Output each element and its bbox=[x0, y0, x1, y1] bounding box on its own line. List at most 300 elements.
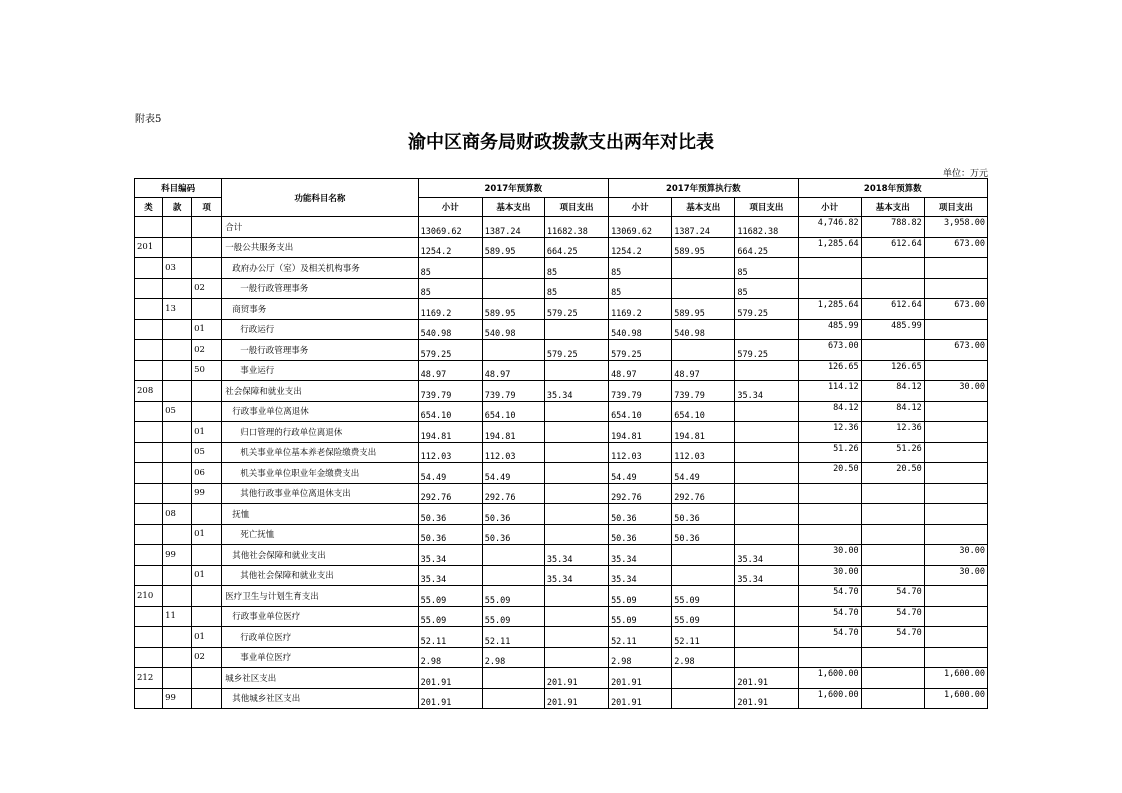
budget-2018-subtotal-cell: 485.99 bbox=[798, 319, 861, 340]
lei-cell bbox=[135, 299, 163, 320]
exec-2017-subtotal-cell: 50.36 bbox=[609, 504, 672, 525]
xiang-cell: 05 bbox=[192, 442, 222, 463]
budget-2017-basic-cell: 55.09 bbox=[482, 606, 544, 627]
budget-2017-subtotal-cell: 201.91 bbox=[418, 688, 482, 709]
budget-2018-basic-cell: 12.36 bbox=[861, 422, 924, 443]
budget-2017-project-cell bbox=[544, 627, 608, 648]
budget-2018-basic-cell: 54.70 bbox=[861, 606, 924, 627]
kuan-cell bbox=[163, 483, 192, 504]
budget-2017-subtotal-cell: 35.34 bbox=[418, 545, 482, 566]
func-name-cell: 一般行政管理事务 bbox=[222, 278, 418, 299]
budget-2017-project-cell bbox=[544, 463, 608, 484]
func-name-cell: 机关事业单位基本养老保险缴费支出 bbox=[222, 442, 418, 463]
exec-2017-project-cell: 11682.38 bbox=[735, 217, 798, 238]
budget-2017-header: 2017年预算数 bbox=[418, 179, 608, 198]
exec-2017-project-cell bbox=[735, 319, 798, 340]
budget-2018-subtotal-cell: 114.12 bbox=[798, 381, 861, 402]
budget-2017-basic-cell: 48.97 bbox=[482, 360, 544, 381]
exec-2017-subtotal-cell: 201.91 bbox=[609, 668, 672, 689]
exec-2017-basic-cell bbox=[672, 545, 735, 566]
budget-2017-subtotal-cell: 13069.62 bbox=[418, 217, 482, 238]
budget-2017-project-cell: 201.91 bbox=[544, 688, 608, 709]
budget-2018-basic-cell bbox=[861, 524, 924, 545]
kuan-cell bbox=[163, 360, 192, 381]
budget-2018-project-cell bbox=[924, 647, 987, 668]
exec-2017-project-cell bbox=[735, 627, 798, 648]
lei-cell: 212 bbox=[135, 668, 163, 689]
table-row bbox=[135, 504, 988, 525]
budget-2018-project-cell bbox=[924, 627, 987, 648]
budget-2017-project-cell: 85 bbox=[544, 258, 608, 279]
exec-2017-project-cell: 85 bbox=[735, 258, 798, 279]
budget-2017-project-cell: 35.34 bbox=[544, 565, 608, 586]
kuan-cell: 03 bbox=[163, 258, 192, 279]
exec-2017-basic-cell bbox=[672, 668, 735, 689]
exec-2017-basic-cell bbox=[672, 340, 735, 361]
budget-2017-basic-cell bbox=[482, 545, 544, 566]
budget-2018-project-cell: 673.00 bbox=[924, 237, 987, 258]
xiang-cell: 01 bbox=[192, 524, 222, 545]
table-row bbox=[135, 586, 988, 607]
budget-comparison-table bbox=[134, 178, 988, 709]
exec-2017-subtotal-cell: 112.03 bbox=[609, 442, 672, 463]
lei-header: 类 bbox=[135, 198, 163, 217]
lei-cell bbox=[135, 258, 163, 279]
budget-2017-basic-cell bbox=[482, 340, 544, 361]
budget-2017-project-cell: 664.25 bbox=[544, 237, 608, 258]
budget-2017-project-cell bbox=[544, 504, 608, 525]
budget-2017-subtotal-cell: 50.36 bbox=[418, 504, 482, 525]
budget-2017-basic-cell bbox=[482, 688, 544, 709]
exec-2017-basic-cell: 2.98 bbox=[672, 647, 735, 668]
budget-2018-project-cell: 30.00 bbox=[924, 545, 987, 566]
exec-2017-basic-cell: 589.95 bbox=[672, 237, 735, 258]
budget-2018-basic-cell bbox=[861, 647, 924, 668]
xiang-cell: 01 bbox=[192, 565, 222, 586]
budget-2017-basic-cell bbox=[482, 258, 544, 279]
func-name-cell: 一般公共服务支出 bbox=[222, 237, 418, 258]
exec-2017-project-cell: 201.91 bbox=[735, 688, 798, 709]
kuan-cell bbox=[163, 586, 192, 607]
func-name-cell: 行政单位医疗 bbox=[222, 627, 418, 648]
budget-2018-project-cell: 3,958.00 bbox=[924, 217, 987, 238]
budget-2018-subtotal-cell: 51.26 bbox=[798, 442, 861, 463]
table-body bbox=[135, 217, 988, 709]
budget-2018-basic-cell: 84.12 bbox=[861, 401, 924, 422]
budget-2017-subtotal-cell: 201.91 bbox=[418, 668, 482, 689]
header-row-1 bbox=[135, 179, 988, 198]
attachment-label: 附表5 bbox=[135, 114, 162, 125]
exec-2017-project-cell: 35.34 bbox=[735, 381, 798, 402]
budget-2018-project-cell bbox=[924, 442, 987, 463]
func-name-cell: 抚恤 bbox=[222, 504, 418, 525]
func-name-cell: 一般行政管理事务 bbox=[222, 340, 418, 361]
table-row bbox=[135, 524, 988, 545]
exec-2017-project-cell bbox=[735, 401, 798, 422]
lei-cell bbox=[135, 504, 163, 525]
budget-2018-project-cell bbox=[924, 319, 987, 340]
budget-2017-subtotal-cell: 739.79 bbox=[418, 381, 482, 402]
budget-2018-basic-cell: 20.50 bbox=[861, 463, 924, 484]
exec-2017-subtotal-cell: 13069.62 bbox=[609, 217, 672, 238]
kuan-cell: 08 bbox=[163, 504, 192, 525]
budget-2018-basic-cell: 788.82 bbox=[861, 217, 924, 238]
budget-2017-subtotal-cell: 1254.2 bbox=[418, 237, 482, 258]
kuan-cell bbox=[163, 217, 192, 238]
budget-2017-basic-cell: 540.98 bbox=[482, 319, 544, 340]
budget-2018-basic-cell bbox=[861, 483, 924, 504]
table-row bbox=[135, 463, 988, 484]
func-name-cell: 死亡抚恤 bbox=[222, 524, 418, 545]
budget-2017-basic-cell: 1387.24 bbox=[482, 217, 544, 238]
budget-2018-project-cell bbox=[924, 586, 987, 607]
xiang-cell: 02 bbox=[192, 278, 222, 299]
budget-2017-project-cell bbox=[544, 524, 608, 545]
budget-2017-project-cell bbox=[544, 422, 608, 443]
exec-2017-subtotal-cell: 35.34 bbox=[609, 545, 672, 566]
exec-2017-project-cell: 85 bbox=[735, 278, 798, 299]
exec-2017-basic-cell bbox=[672, 278, 735, 299]
budget-2018-project-cell bbox=[924, 258, 987, 279]
subtotal-header: 小计 bbox=[798, 198, 861, 217]
exec-2017-subtotal-cell: 50.36 bbox=[609, 524, 672, 545]
func-name-cell: 事业单位医疗 bbox=[222, 647, 418, 668]
budget-2017-subtotal-cell: 2.98 bbox=[418, 647, 482, 668]
func-name-cell: 其他社会保障和就业支出 bbox=[222, 565, 418, 586]
exec-2017-project-cell bbox=[735, 606, 798, 627]
kuan-header: 款 bbox=[163, 198, 192, 217]
budget-2017-project-cell bbox=[544, 586, 608, 607]
budget-2018-subtotal-cell: 84.12 bbox=[798, 401, 861, 422]
exec-2017-project-cell: 579.25 bbox=[735, 299, 798, 320]
budget-2018-project-cell: 673.00 bbox=[924, 340, 987, 361]
kuan-cell bbox=[163, 422, 192, 443]
budget-2017-project-cell bbox=[544, 401, 608, 422]
budget-2018-project-cell: 673.00 bbox=[924, 299, 987, 320]
kuan-cell bbox=[163, 668, 192, 689]
budget-2018-project-cell bbox=[924, 278, 987, 299]
lei-cell bbox=[135, 422, 163, 443]
exec-2017-project-cell: 201.91 bbox=[735, 668, 798, 689]
budget-2018-project-cell bbox=[924, 504, 987, 525]
xiang-cell: 02 bbox=[192, 647, 222, 668]
exec-2017-project-cell bbox=[735, 483, 798, 504]
budget-2017-basic-cell: 589.95 bbox=[482, 299, 544, 320]
budget-2017-project-cell bbox=[544, 647, 608, 668]
kuan-cell: 11 bbox=[163, 606, 192, 627]
budget-2017-subtotal-cell: 35.34 bbox=[418, 565, 482, 586]
func-name-cell: 商贸事务 bbox=[222, 299, 418, 320]
xiang-cell bbox=[192, 299, 222, 320]
budget-2017-subtotal-cell: 1169.2 bbox=[418, 299, 482, 320]
exec-2017-project-cell bbox=[735, 442, 798, 463]
budget-2018-subtotal-cell: 30.00 bbox=[798, 565, 861, 586]
budget-2018-basic-cell: 84.12 bbox=[861, 381, 924, 402]
exec-2017-project-cell: 664.25 bbox=[735, 237, 798, 258]
budget-2017-project-cell bbox=[544, 606, 608, 627]
exec-2017-project-cell: 35.34 bbox=[735, 565, 798, 586]
func-name-cell: 其他社会保障和就业支出 bbox=[222, 545, 418, 566]
budget-2018-subtotal-cell: 673.00 bbox=[798, 340, 861, 361]
budget-2018-subtotal-cell: 20.50 bbox=[798, 463, 861, 484]
budget-2017-basic-cell bbox=[482, 668, 544, 689]
lei-cell bbox=[135, 565, 163, 586]
exec-2017-basic-cell: 589.95 bbox=[672, 299, 735, 320]
table-row bbox=[135, 565, 988, 586]
kuan-cell bbox=[163, 340, 192, 361]
lei-cell: 201 bbox=[135, 237, 163, 258]
budget-2017-project-cell: 35.34 bbox=[544, 545, 608, 566]
exec-2017-subtotal-cell: 1169.2 bbox=[609, 299, 672, 320]
kuan-cell bbox=[163, 524, 192, 545]
lei-cell bbox=[135, 340, 163, 361]
budget-2018-basic-cell: 54.70 bbox=[861, 627, 924, 648]
budget-2017-basic-cell bbox=[482, 278, 544, 299]
lei-cell bbox=[135, 524, 163, 545]
kuan-cell bbox=[163, 647, 192, 668]
exec-2017-subtotal-cell: 201.91 bbox=[609, 688, 672, 709]
budget-2017-project-cell bbox=[544, 360, 608, 381]
budget-2018-subtotal-cell: 4,746.82 bbox=[798, 217, 861, 238]
budget-2018-basic-cell bbox=[861, 565, 924, 586]
basic-header: 基本支出 bbox=[861, 198, 924, 217]
func-name-cell: 机关事业单位职业年金缴费支出 bbox=[222, 463, 418, 484]
budget-2017-subtotal-cell: 579.25 bbox=[418, 340, 482, 361]
project-header: 项目支出 bbox=[544, 198, 608, 217]
exec-2017-basic-cell: 194.81 bbox=[672, 422, 735, 443]
budget-2018-basic-cell: 612.64 bbox=[861, 237, 924, 258]
lei-cell bbox=[135, 319, 163, 340]
budget-2017-project-cell: 35.34 bbox=[544, 381, 608, 402]
budget-2018-project-cell: 1,600.00 bbox=[924, 668, 987, 689]
table-row bbox=[135, 627, 988, 648]
xiang-cell: 01 bbox=[192, 422, 222, 443]
budget-2018-subtotal-cell bbox=[798, 258, 861, 279]
kuan-cell: 99 bbox=[163, 688, 192, 709]
func-name-header: 功能科目名称 bbox=[222, 179, 418, 217]
budget-2018-subtotal-cell: 12.36 bbox=[798, 422, 861, 443]
func-name-cell: 行政事业单位离退休 bbox=[222, 401, 418, 422]
kuan-cell bbox=[163, 463, 192, 484]
subject-code-header: 科目编码 bbox=[135, 179, 222, 198]
budget-2017-basic-cell: 589.95 bbox=[482, 237, 544, 258]
budget-2017-basic-cell: 50.36 bbox=[482, 524, 544, 545]
budget-2018-subtotal-cell: 1,600.00 bbox=[798, 688, 861, 709]
func-name-cell: 其他行政事业单位离退休支出 bbox=[222, 483, 418, 504]
func-name-cell: 事业运行 bbox=[222, 360, 418, 381]
exec-2017-project-cell: 579.25 bbox=[735, 340, 798, 361]
budget-2017-basic-cell: 112.03 bbox=[482, 442, 544, 463]
budget-2018-basic-cell bbox=[861, 668, 924, 689]
exec-2017-subtotal-cell: 194.81 bbox=[609, 422, 672, 443]
budget-2018-basic-cell bbox=[861, 258, 924, 279]
func-name-cell: 其他城乡社区支出 bbox=[222, 688, 418, 709]
exec-2017-subtotal-cell: 85 bbox=[609, 278, 672, 299]
exec-2017-subtotal-cell: 35.34 bbox=[609, 565, 672, 586]
func-name-cell: 合计 bbox=[222, 217, 418, 238]
lei-cell bbox=[135, 217, 163, 238]
table-row bbox=[135, 401, 988, 422]
table-row bbox=[135, 258, 988, 279]
budget-2017-subtotal-cell: 85 bbox=[418, 278, 482, 299]
budget-2017-basic-cell bbox=[482, 565, 544, 586]
exec-2017-subtotal-cell: 55.09 bbox=[609, 606, 672, 627]
xiang-cell bbox=[192, 381, 222, 402]
exec-2017-project-cell: 35.34 bbox=[735, 545, 798, 566]
budget-2017-subtotal-cell: 112.03 bbox=[418, 442, 482, 463]
exec-2017-subtotal-cell: 739.79 bbox=[609, 381, 672, 402]
kuan-cell: 05 bbox=[163, 401, 192, 422]
table-row bbox=[135, 360, 988, 381]
page-title: 渝中区商务局财政拨款支出两年对比表 bbox=[408, 132, 714, 153]
exec-2017-project-cell bbox=[735, 586, 798, 607]
lei-cell bbox=[135, 606, 163, 627]
func-name-cell: 医疗卫生与计划生育支出 bbox=[222, 586, 418, 607]
budget-2018-subtotal-cell bbox=[798, 483, 861, 504]
xiang-cell bbox=[192, 504, 222, 525]
budget-2018-basic-cell bbox=[861, 340, 924, 361]
xiang-cell: 01 bbox=[192, 627, 222, 648]
budget-2018-header: 2018年预算数 bbox=[798, 179, 987, 198]
budget-2018-basic-cell: 612.64 bbox=[861, 299, 924, 320]
exec-2017-project-cell bbox=[735, 647, 798, 668]
exec-2017-basic-cell: 55.09 bbox=[672, 586, 735, 607]
budget-2018-project-cell bbox=[924, 360, 987, 381]
lei-cell bbox=[135, 463, 163, 484]
exec-2017-basic-cell: 292.76 bbox=[672, 483, 735, 504]
table-row bbox=[135, 237, 988, 258]
exec-2017-subtotal-cell: 1254.2 bbox=[609, 237, 672, 258]
budget-2017-subtotal-cell: 292.76 bbox=[418, 483, 482, 504]
exec-2017-subtotal-cell: 579.25 bbox=[609, 340, 672, 361]
kuan-cell: 13 bbox=[163, 299, 192, 320]
table-row bbox=[135, 299, 988, 320]
table-row bbox=[135, 545, 988, 566]
budget-2018-project-cell: 30.00 bbox=[924, 565, 987, 586]
basic-header: 基本支出 bbox=[672, 198, 735, 217]
budget-2017-basic-cell: 54.49 bbox=[482, 463, 544, 484]
exec-2017-basic-cell: 48.97 bbox=[672, 360, 735, 381]
lei-cell bbox=[135, 401, 163, 422]
exec-2017-basic-cell: 540.98 bbox=[672, 319, 735, 340]
budget-2017-project-cell bbox=[544, 319, 608, 340]
xiang-cell: 50 bbox=[192, 360, 222, 381]
budget-2018-subtotal-cell: 1,285.64 bbox=[798, 299, 861, 320]
lei-cell: 208 bbox=[135, 381, 163, 402]
table-row bbox=[135, 422, 988, 443]
budget-2018-project-cell bbox=[924, 401, 987, 422]
exec-2017-project-cell bbox=[735, 504, 798, 525]
budget-2018-basic-cell bbox=[861, 545, 924, 566]
exec-2017-basic-cell bbox=[672, 688, 735, 709]
table-row bbox=[135, 340, 988, 361]
xiang-cell bbox=[192, 545, 222, 566]
budget-2017-basic-cell: 194.81 bbox=[482, 422, 544, 443]
xiang-cell bbox=[192, 401, 222, 422]
lei-cell bbox=[135, 688, 163, 709]
budget-2018-project-cell: 30.00 bbox=[924, 381, 987, 402]
exec-2017-basic-cell: 112.03 bbox=[672, 442, 735, 463]
table-row bbox=[135, 688, 988, 709]
xiang-cell: 02 bbox=[192, 340, 222, 361]
kuan-cell bbox=[163, 237, 192, 258]
exec-2017-basic-cell: 55.09 bbox=[672, 606, 735, 627]
table-row bbox=[135, 381, 988, 402]
exec-2017-basic-cell: 52.11 bbox=[672, 627, 735, 648]
project-header: 项目支出 bbox=[735, 198, 798, 217]
budget-2018-subtotal-cell: 1,600.00 bbox=[798, 668, 861, 689]
table-row bbox=[135, 606, 988, 627]
func-name-cell: 城乡社区支出 bbox=[222, 668, 418, 689]
budget-2017-subtotal-cell: 55.09 bbox=[418, 586, 482, 607]
exec-2017-project-cell bbox=[735, 463, 798, 484]
func-name-cell: 归口管理的行政单位离退休 bbox=[222, 422, 418, 443]
xiang-cell bbox=[192, 217, 222, 238]
xiang-cell bbox=[192, 237, 222, 258]
exec-2017-basic-cell: 739.79 bbox=[672, 381, 735, 402]
xiang-cell: 06 bbox=[192, 463, 222, 484]
exec-2017-basic-cell: 50.36 bbox=[672, 524, 735, 545]
budget-2018-project-cell: 1,600.00 bbox=[924, 688, 987, 709]
budget-2018-subtotal-cell bbox=[798, 278, 861, 299]
budget-2017-basic-cell: 50.36 bbox=[482, 504, 544, 525]
exec-2017-project-cell bbox=[735, 422, 798, 443]
budget-2018-project-cell bbox=[924, 606, 987, 627]
budget-2017-subtotal-cell: 55.09 bbox=[418, 606, 482, 627]
exec-2017-project-cell bbox=[735, 360, 798, 381]
budget-2018-basic-cell: 126.65 bbox=[861, 360, 924, 381]
xiang-cell: 99 bbox=[192, 483, 222, 504]
budget-2017-project-cell bbox=[544, 483, 608, 504]
table-row bbox=[135, 647, 988, 668]
lei-cell bbox=[135, 360, 163, 381]
table-row bbox=[135, 483, 988, 504]
unit-label: 单位：万元 bbox=[942, 169, 988, 179]
table-row bbox=[135, 668, 988, 689]
exec-2017-basic-cell: 1387.24 bbox=[672, 217, 735, 238]
exec-2017-basic-cell: 54.49 bbox=[672, 463, 735, 484]
budget-2018-basic-cell bbox=[861, 688, 924, 709]
budget-2018-basic-cell: 54.70 bbox=[861, 586, 924, 607]
budget-2017-subtotal-cell: 540.98 bbox=[418, 319, 482, 340]
kuan-cell: 99 bbox=[163, 545, 192, 566]
budget-2017-basic-cell: 739.79 bbox=[482, 381, 544, 402]
kuan-cell bbox=[163, 319, 192, 340]
budget-2017-subtotal-cell: 52.11 bbox=[418, 627, 482, 648]
basic-header: 基本支出 bbox=[482, 198, 544, 217]
exec-2017-basic-cell bbox=[672, 258, 735, 279]
budget-2017-basic-cell: 292.76 bbox=[482, 483, 544, 504]
budget-2018-subtotal-cell: 126.65 bbox=[798, 360, 861, 381]
budget-2018-subtotal-cell bbox=[798, 647, 861, 668]
lei-cell bbox=[135, 647, 163, 668]
budget-2018-subtotal-cell: 30.00 bbox=[798, 545, 861, 566]
kuan-cell bbox=[163, 278, 192, 299]
table-row bbox=[135, 217, 988, 238]
exec-2017-basic-cell: 654.10 bbox=[672, 401, 735, 422]
lei-cell bbox=[135, 627, 163, 648]
project-header: 项目支出 bbox=[924, 198, 987, 217]
lei-cell bbox=[135, 545, 163, 566]
subtotal-header: 小计 bbox=[418, 198, 482, 217]
exec-2017-subtotal-cell: 292.76 bbox=[609, 483, 672, 504]
func-name-cell: 政府办公厅（室）及相关机构事务 bbox=[222, 258, 418, 279]
table-row bbox=[135, 278, 988, 299]
budget-2018-project-cell bbox=[924, 483, 987, 504]
exec-2017-subtotal-cell: 54.49 bbox=[609, 463, 672, 484]
exec-2017-subtotal-cell: 2.98 bbox=[609, 647, 672, 668]
budget-2017-basic-cell: 55.09 bbox=[482, 586, 544, 607]
